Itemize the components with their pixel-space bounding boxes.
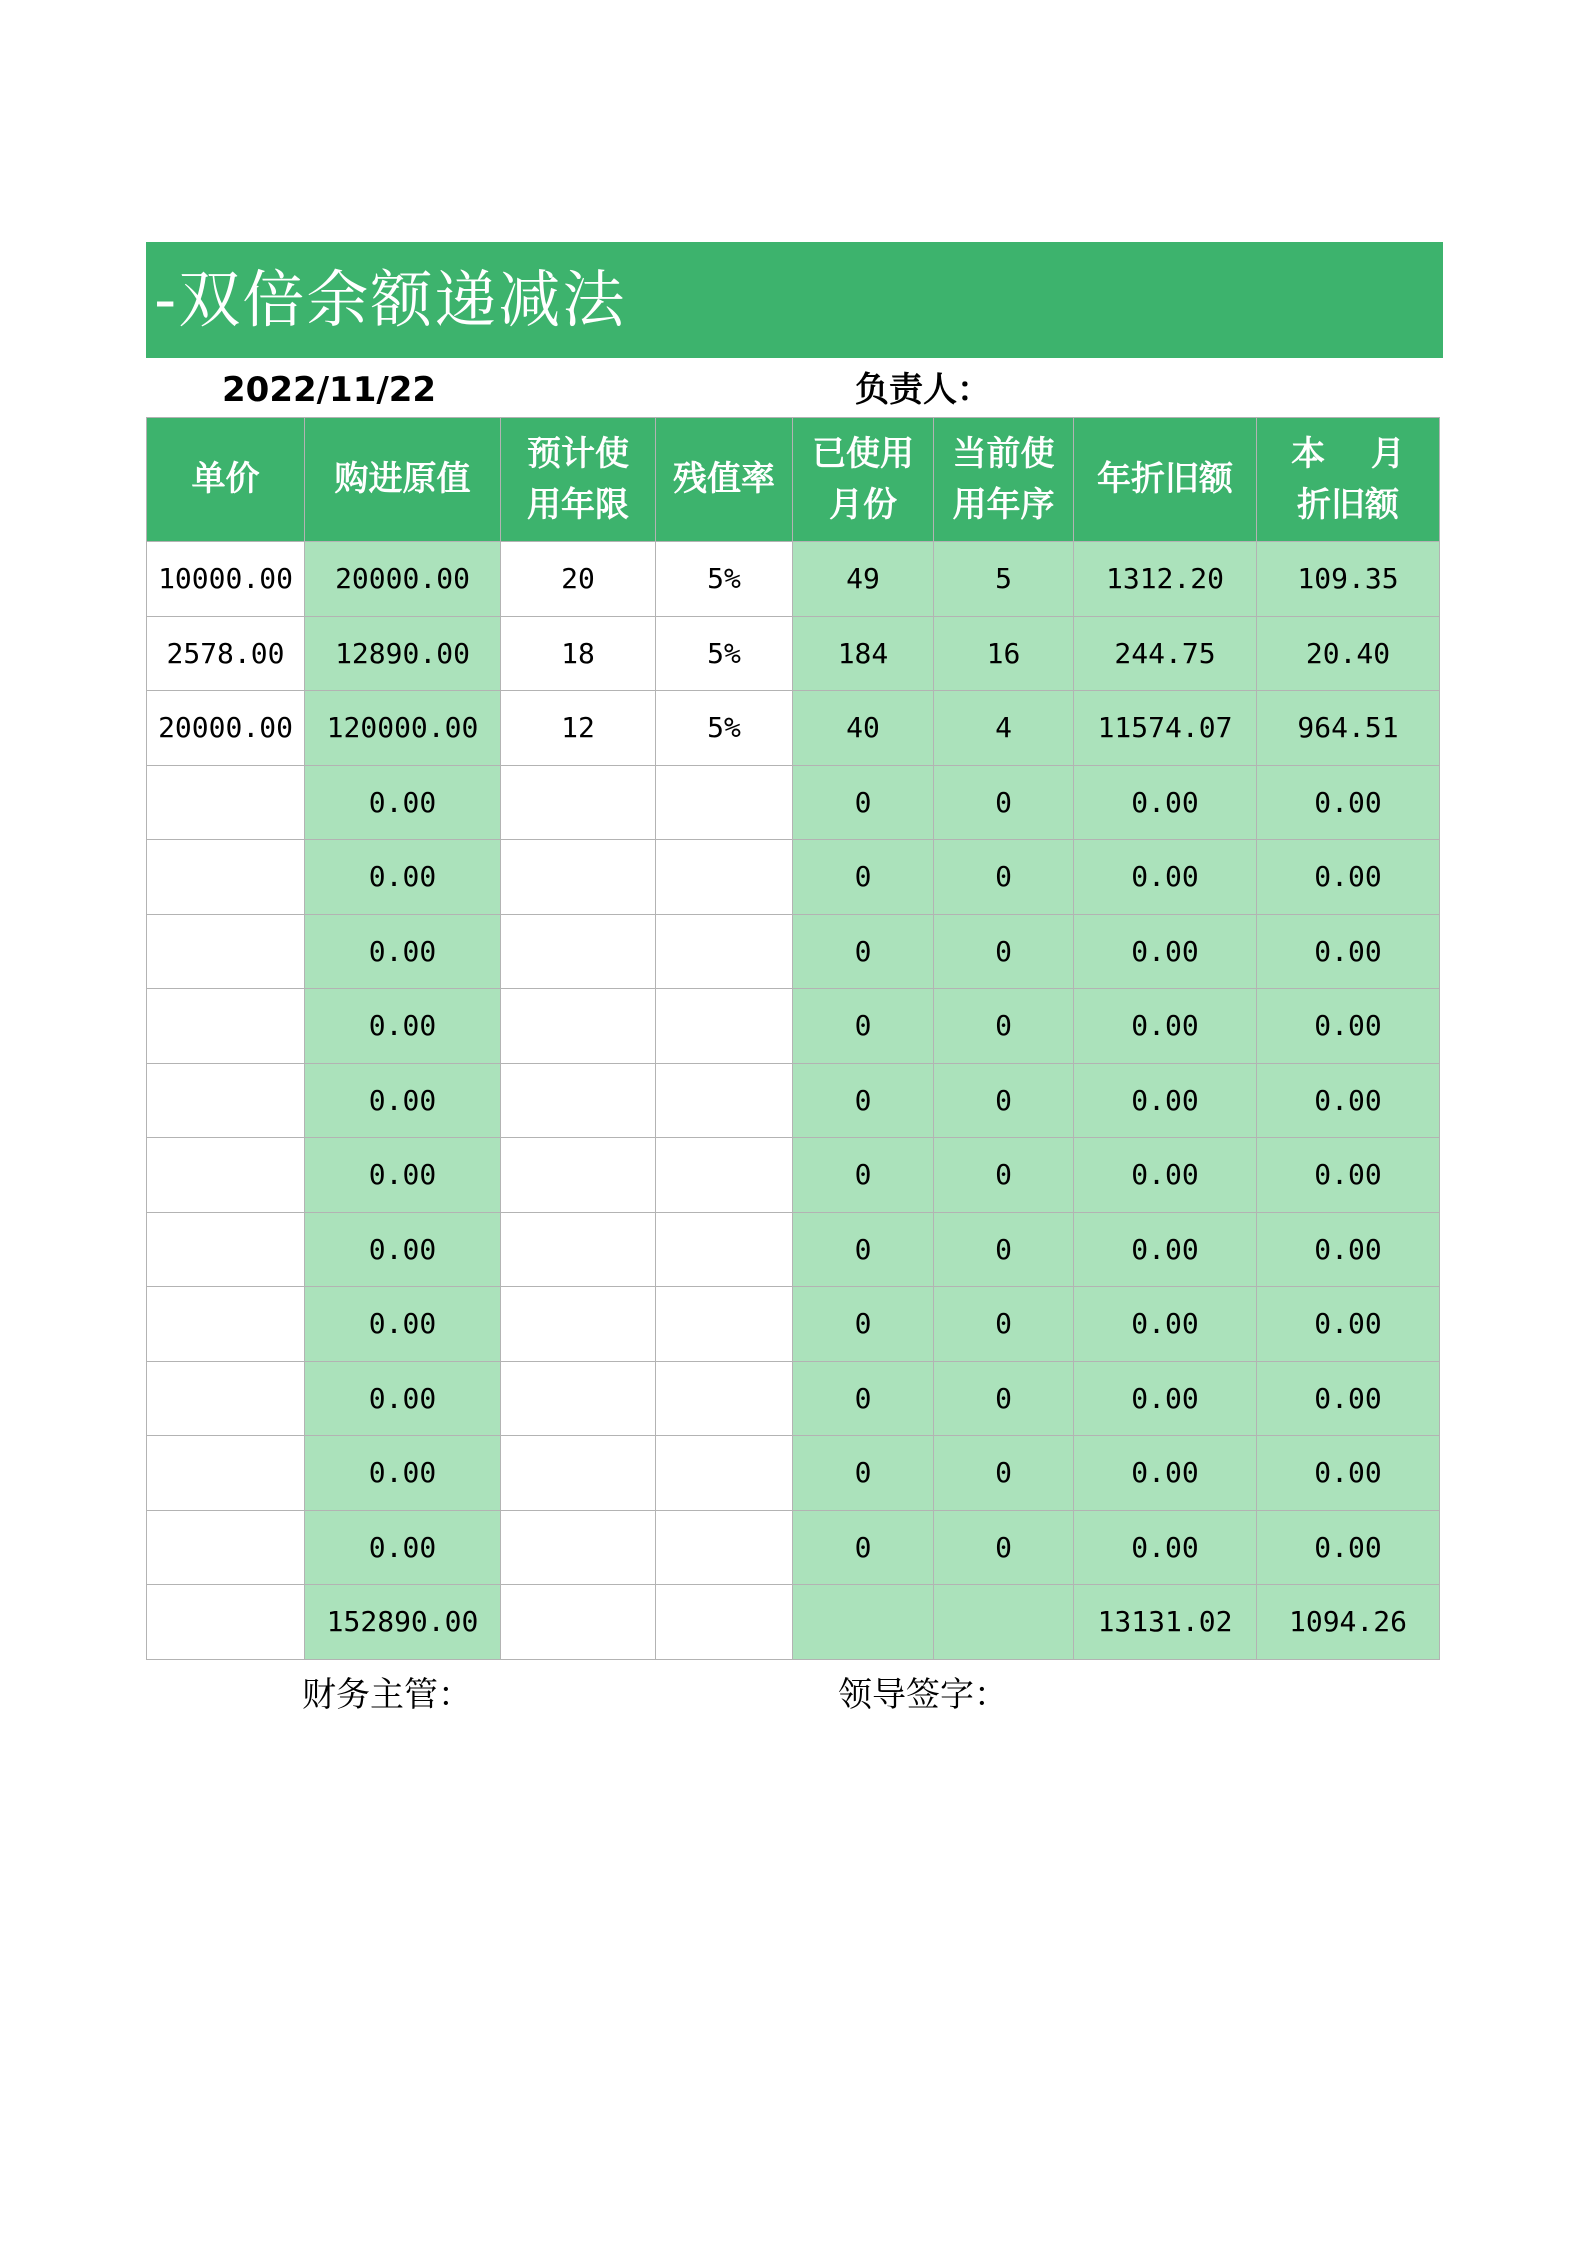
cell-months-used[interactable]: 0	[793, 1063, 934, 1138]
cell-months-used[interactable]: 40	[793, 691, 934, 766]
cell-original-value[interactable]: 0.00	[305, 1361, 501, 1436]
cell-original-value[interactable]: 0.00	[305, 1510, 501, 1585]
table-row	[147, 1361, 1440, 1436]
table-row	[147, 840, 1440, 915]
cell-residual-rate[interactable]	[656, 765, 793, 840]
header-original-value	[305, 418, 501, 542]
table-row	[147, 1212, 1440, 1287]
cell-expected-years[interactable]	[501, 914, 656, 989]
cell-annual-depreciation[interactable]: 0.00	[1074, 765, 1257, 840]
cell-expected-years[interactable]	[501, 1361, 656, 1436]
title-banner	[146, 242, 1443, 358]
cell-original-value[interactable]: 0.00	[305, 1212, 501, 1287]
cell-original-value[interactable]: 0.00	[305, 1287, 501, 1362]
cell-unit-price[interactable]	[147, 1585, 305, 1660]
cell-original-value[interactable]: 120000.00	[305, 691, 501, 766]
cell-months-used[interactable]: 184	[793, 616, 934, 691]
cell-monthly-depreciation[interactable]: 0.00	[1257, 1212, 1440, 1287]
cell-expected-years[interactable]	[501, 1063, 656, 1138]
cell-unit-price[interactable]	[147, 840, 305, 915]
header-text-line: 折旧额	[1297, 484, 1399, 525]
cell-original-value[interactable]: 20000.00	[305, 542, 501, 617]
cell-year-seq[interactable]: 0	[934, 1212, 1074, 1287]
manager-label: 负责人：	[855, 370, 991, 410]
date-label: 2022/11/22	[222, 370, 437, 410]
cell-original-value[interactable]: 0.00	[305, 1138, 501, 1213]
header-current-year-seq	[934, 418, 1074, 542]
cell-annual-depreciation[interactable]: 0.00	[1074, 989, 1257, 1064]
cell-annual-depreciation[interactable]: 0.00	[1074, 914, 1257, 989]
cell-year-seq[interactable]: 4	[934, 691, 1074, 766]
cell-unit-price[interactable]: 10000.00	[147, 542, 305, 617]
cell-original-value[interactable]: 0.00	[305, 1436, 501, 1511]
header-text-line: 预计使	[527, 433, 629, 474]
header-text-line: 当前使	[952, 433, 1055, 474]
cell-original-value[interactable]: 0.00	[305, 765, 501, 840]
cell-residual-rate[interactable]	[656, 1361, 793, 1436]
cell-annual-depreciation[interactable]: 0.00	[1074, 1361, 1257, 1436]
cell-year-seq[interactable]: 0	[934, 914, 1074, 989]
cell-year-seq[interactable]: 0	[934, 765, 1074, 840]
cell-year-seq[interactable]: 0	[934, 1138, 1074, 1213]
cell-monthly-depreciation[interactable]: 0.00	[1257, 1510, 1440, 1585]
cell-months-used[interactable]: 49	[793, 542, 934, 617]
cell-monthly-depreciation[interactable]: 0.00	[1257, 1436, 1440, 1511]
cell-residual-rate[interactable]	[656, 1212, 793, 1287]
cell-monthly-depreciation[interactable]: 0.00	[1257, 989, 1440, 1064]
cell-unit-price[interactable]	[147, 1287, 305, 1362]
cell-unit-price[interactable]	[147, 1138, 305, 1213]
cell-year-seq[interactable]: 0	[934, 840, 1074, 915]
cell-residual-rate[interactable]	[656, 1063, 793, 1138]
cell-residual-rate[interactable]	[656, 1510, 793, 1585]
cell-annual-depreciation[interactable]: 0.00	[1074, 1287, 1257, 1362]
cell-residual-rate[interactable]	[656, 840, 793, 915]
cell-original-value[interactable]: 0.00	[305, 840, 501, 915]
cell-unit-price[interactable]: 20000.00	[147, 691, 305, 766]
header-text-line: 已使用	[812, 433, 914, 474]
cell-annual-depreciation[interactable]: 11574.07	[1074, 691, 1257, 766]
cell-annual-depreciation[interactable]: 0.00	[1074, 1510, 1257, 1585]
table-row	[147, 1063, 1440, 1138]
cell-annual-depreciation[interactable]: 244.75	[1074, 616, 1257, 691]
cell-residual-rate[interactable]	[656, 914, 793, 989]
cell-original-value[interactable]: 0.00	[305, 1063, 501, 1138]
cell-year-seq[interactable]: 16	[934, 616, 1074, 691]
cell-months-used[interactable]: 0	[793, 1138, 934, 1213]
table-row	[147, 1510, 1440, 1585]
cell-expected-years[interactable]	[501, 989, 656, 1064]
cell-residual-rate[interactable]	[656, 1138, 793, 1213]
header-unit-price	[147, 418, 305, 542]
cell-year-seq[interactable]: 5	[934, 542, 1074, 617]
table-row	[147, 616, 1440, 691]
cell-annual-depreciation[interactable]: 0.00	[1074, 1138, 1257, 1213]
cell-monthly-depreciation[interactable]: 0.00	[1257, 840, 1440, 915]
cell-expected-years[interactable]: 12	[501, 691, 656, 766]
cell-annual-depreciation[interactable]: 1312.20	[1074, 542, 1257, 617]
table-row	[147, 989, 1440, 1064]
cell-annual-depreciation[interactable]: 0.00	[1074, 1063, 1257, 1138]
cell-unit-price[interactable]	[147, 989, 305, 1064]
table-row	[147, 1287, 1440, 1362]
table-row	[147, 1138, 1440, 1213]
cell-unit-price[interactable]	[147, 1436, 305, 1511]
header-text-line: 用年序	[952, 484, 1055, 525]
cell-original-value[interactable]: 152890.00	[305, 1585, 501, 1660]
cell-annual-depreciation[interactable]: 0.00	[1074, 1212, 1257, 1287]
cell-expected-years[interactable]	[501, 1212, 656, 1287]
cell-residual-rate[interactable]	[656, 1287, 793, 1362]
cell-expected-years[interactable]	[501, 1287, 656, 1362]
cell-monthly-depreciation[interactable]: 0.00	[1257, 1063, 1440, 1138]
cell-residual-rate[interactable]	[656, 989, 793, 1064]
table-row	[147, 914, 1440, 989]
cell-unit-price[interactable]	[147, 1063, 305, 1138]
cell-months-used[interactable]: 0	[793, 914, 934, 989]
cell-original-value[interactable]: 12890.00	[305, 616, 501, 691]
cell-year-seq[interactable]: 0	[934, 989, 1074, 1064]
cell-residual-rate[interactable]	[656, 1585, 793, 1660]
cell-months-used[interactable]	[793, 1585, 934, 1660]
header-expected-years	[501, 418, 656, 542]
leader-signature-label: 领导签字：	[838, 1675, 1008, 1715]
table-row	[147, 542, 1440, 617]
header-months-used	[793, 418, 934, 542]
cell-monthly-depreciation[interactable]: 109.35	[1257, 542, 1440, 617]
cell-expected-years[interactable]	[501, 765, 656, 840]
cell-monthly-depreciation[interactable]: 0.00	[1257, 765, 1440, 840]
cell-year-seq[interactable]	[934, 1585, 1074, 1660]
cell-unit-price[interactable]	[147, 1361, 305, 1436]
cell-monthly-depreciation[interactable]: 964.51	[1257, 691, 1440, 766]
cell-months-used[interactable]: 0	[793, 1361, 934, 1436]
cell-year-seq[interactable]: 0	[934, 1287, 1074, 1362]
cell-expected-years[interactable]	[501, 840, 656, 915]
cell-monthly-depreciation[interactable]: 1094.26	[1257, 1585, 1440, 1660]
cell-year-seq[interactable]: 0	[934, 1436, 1074, 1511]
cell-expected-years[interactable]: 18	[501, 616, 656, 691]
cell-monthly-depreciation[interactable]: 0.00	[1257, 1361, 1440, 1436]
cell-months-used[interactable]: 0	[793, 1510, 934, 1585]
cell-expected-years[interactable]: 20	[501, 542, 656, 617]
cell-residual-rate[interactable]: 5%	[656, 691, 793, 766]
cell-unit-price[interactable]	[147, 765, 305, 840]
header-text-line: 月份	[829, 484, 897, 525]
header-monthly-depreciation	[1257, 418, 1440, 542]
cell-residual-rate[interactable]	[656, 1436, 793, 1511]
cell-unit-price[interactable]	[147, 1212, 305, 1287]
cell-monthly-depreciation[interactable]: 0.00	[1257, 1138, 1440, 1213]
cell-months-used[interactable]: 0	[793, 1436, 934, 1511]
cell-months-used[interactable]: 0	[793, 840, 934, 915]
cell-months-used[interactable]: 0	[793, 765, 934, 840]
header-text-line: 残值率	[673, 459, 775, 499]
cell-year-seq[interactable]: 0	[934, 1063, 1074, 1138]
cell-monthly-depreciation[interactable]: 20.40	[1257, 616, 1440, 691]
table-row	[147, 765, 1440, 840]
cell-annual-depreciation[interactable]: 0.00	[1074, 840, 1257, 915]
cell-expected-years[interactable]	[501, 1510, 656, 1585]
table-row	[147, 691, 1440, 766]
cell-months-used[interactable]: 0	[793, 989, 934, 1064]
cell-unit-price[interactable]	[147, 914, 305, 989]
cell-unit-price[interactable]	[147, 1510, 305, 1585]
header-text-line: 用年限	[527, 484, 629, 525]
cell-original-value[interactable]: 0.00	[305, 989, 501, 1064]
cell-monthly-depreciation[interactable]: 0.00	[1257, 1287, 1440, 1362]
header-text-line: 本 月	[1291, 433, 1405, 474]
header-annual-depreciation	[1074, 418, 1257, 542]
cell-expected-years[interactable]	[501, 1436, 656, 1511]
cell-residual-rate[interactable]: 5%	[656, 616, 793, 691]
header-residual-rate	[656, 418, 793, 542]
table-body	[147, 542, 1440, 1660]
cell-months-used[interactable]: 0	[793, 1212, 934, 1287]
cell-unit-price[interactable]: 2578.00	[147, 616, 305, 691]
header-text-line: 购进原值	[334, 459, 471, 499]
cell-year-seq[interactable]: 0	[934, 1510, 1074, 1585]
cell-annual-depreciation[interactable]: 0.00	[1074, 1436, 1257, 1511]
cell-expected-years[interactable]	[501, 1138, 656, 1213]
document-title: -双倍余额递减法	[154, 263, 627, 336]
header-text-line: 年折旧额	[1097, 459, 1233, 499]
cell-months-used[interactable]: 0	[793, 1287, 934, 1362]
cell-residual-rate[interactable]: 5%	[656, 542, 793, 617]
cell-original-value[interactable]: 0.00	[305, 914, 501, 989]
cell-expected-years[interactable]	[501, 1585, 656, 1660]
totals-row	[147, 1585, 1440, 1660]
cell-annual-depreciation[interactable]: 13131.02	[1074, 1585, 1257, 1660]
cell-year-seq[interactable]: 0	[934, 1361, 1074, 1436]
finance-supervisor-label: 财务主管：	[302, 1675, 472, 1715]
depreciation-table	[146, 417, 1440, 1660]
cell-monthly-depreciation[interactable]: 0.00	[1257, 914, 1440, 989]
table-row	[147, 1436, 1440, 1511]
header-row	[147, 418, 1440, 542]
header-text-line: 单价	[191, 459, 260, 499]
